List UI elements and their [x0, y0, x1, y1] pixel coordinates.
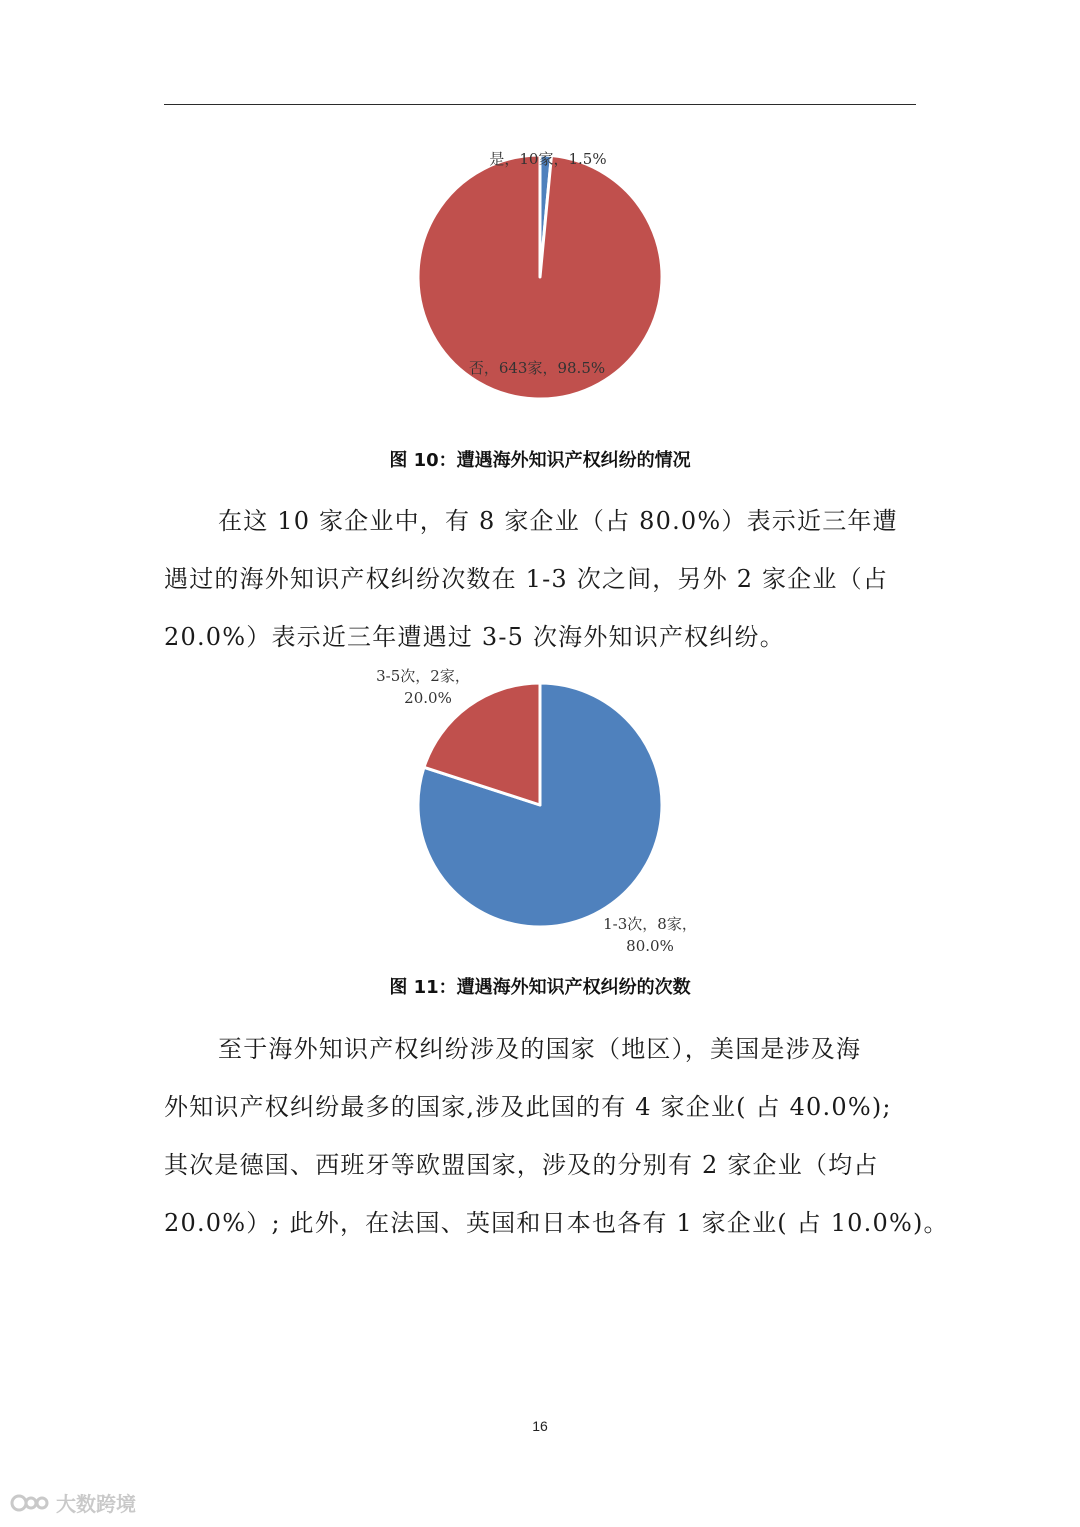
figure-10-caption: 图 10：遭遇海外知识产权纠纷的情况 [389, 450, 691, 471]
watermark-text: 大数跨境 [56, 1492, 136, 1516]
watermark-logo-icon [10, 1490, 50, 1516]
pie-label-3-5-line-1: 3-5次，2家， [376, 667, 470, 685]
pie-chart-fig11 [0, 660, 1080, 960]
pie-label-1-3-line-2: 80.0% [626, 937, 674, 955]
pie-label-no: 否，643家，98.5% [468, 359, 606, 377]
figure-11-caption: 图 11：遭遇海外知识产权纠纷的次数 [389, 977, 691, 998]
page-number: 16 [532, 1418, 548, 1434]
header-rule [164, 104, 916, 105]
paragraph-1-line-2: 遇过的海外知识产权纠纷次数在 1-3 次之间，另外 2 家企业（占 [164, 565, 889, 593]
paragraph-1-line-3: 20.0%）表示近三年遭遇过 3-5 次海外知识产权纠纷。 [164, 623, 785, 651]
paragraph-2-line-1: 至于海外知识产权纠纷涉及的国家（地区），美国是涉及海 [218, 1035, 862, 1063]
paragraph-2 [164, 1020, 949, 1252]
pie-label-1-3-line-1: 1-3次，8家， [603, 915, 697, 933]
watermark [10, 1488, 136, 1517]
paragraph-1 [164, 492, 916, 666]
paragraph-2-line-4: 20.0%）; 此外，在法国、英国和日本也各有 1 家企业( 占 10.0%)。 [164, 1209, 949, 1237]
paragraph-2-line-3: 其次是德国、西班牙等欧盟国家，涉及的分别有 2 家企业（均占 [164, 1151, 879, 1179]
pie-label-3-5-line-2: 20.0% [404, 689, 452, 707]
pie-label-yes: 是，10家，1.5% [489, 150, 607, 168]
pie-chart-fig10 [0, 130, 1080, 420]
paragraph-2-line-2: 外知识产权纠纷最多的国家,涉及此国的有 4 家企业( 占 40.0%); [164, 1093, 892, 1121]
paragraph-1-line-1: 在这 10 家企业中，有 8 家企业（占 80.0%）表示近三年遭 [218, 507, 898, 535]
